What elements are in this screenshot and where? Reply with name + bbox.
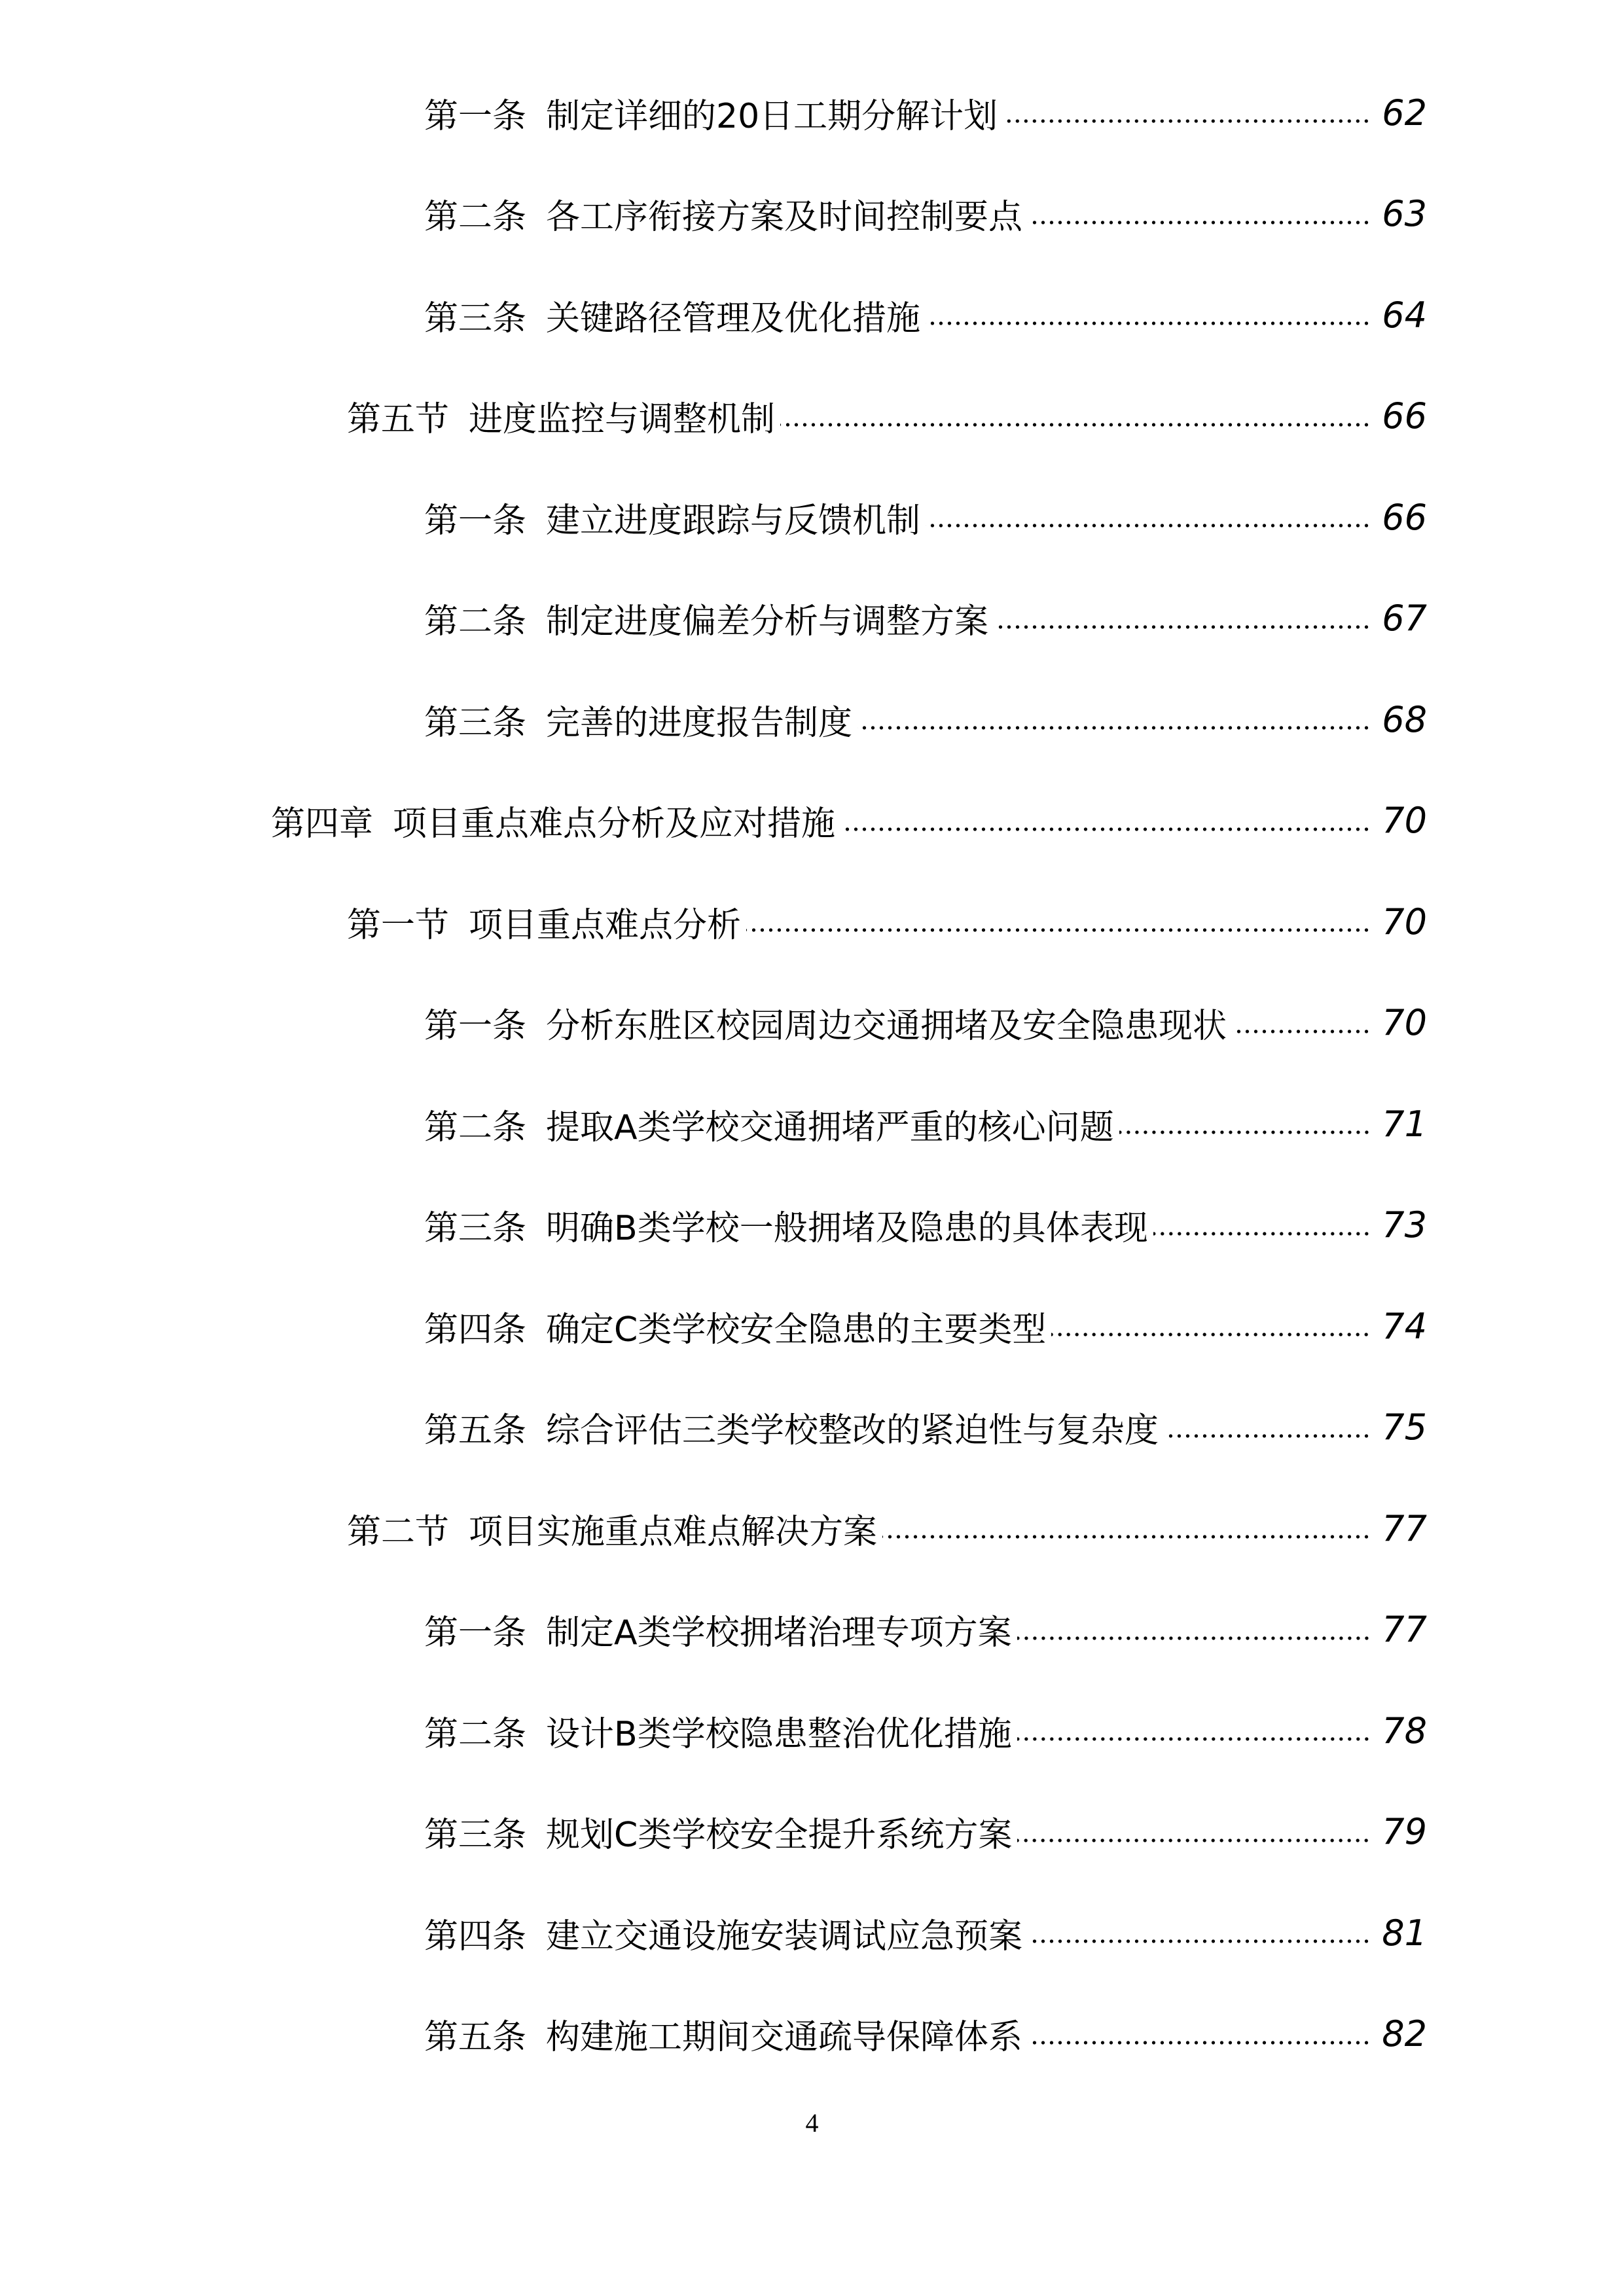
entry-number: 第五条 (424, 2018, 527, 2057)
toc-entry[interactable] (424, 1806, 1427, 1858)
entry-page: 70 (1382, 901, 1427, 942)
entry-number: 第二条 (424, 602, 527, 641)
toc-entry[interactable] (347, 390, 1427, 442)
toc-entry[interactable] (424, 1401, 1427, 1454)
entry-page: 77 (1382, 1507, 1427, 1549)
dot-leader (1164, 1433, 1371, 1439)
entry-page: 73 (1382, 1204, 1427, 1246)
toc-entry[interactable] (424, 289, 1427, 341)
toc-entry[interactable] (424, 1098, 1427, 1150)
entry-number: 第三条 (424, 1209, 527, 1248)
entry-number: 第四条 (424, 1310, 527, 1350)
toc-entry[interactable] (424, 188, 1427, 240)
entry-page: 70 (1382, 800, 1427, 841)
dot-leader (857, 725, 1371, 730)
entry-number: 第二条 (424, 198, 527, 237)
entry-page: 71 (1382, 1103, 1427, 1145)
dot-leader (1119, 1130, 1371, 1135)
entry-title: 提取A类学校交通拥堵严重的核心问题 (546, 1107, 1114, 1147)
entry-page: 74 (1382, 1305, 1427, 1347)
entry-number: 第四章 (271, 804, 374, 844)
entry-page: 67 (1382, 598, 1427, 639)
toc-entry[interactable] (271, 795, 1427, 847)
dot-leader (926, 321, 1371, 326)
dot-leader (1017, 1838, 1371, 1843)
entry-title: 确定C类学校安全隐患的主要类型 (546, 1310, 1047, 1350)
dot-leader (1028, 1939, 1371, 1944)
entry-title: 规划C类学校安全提升系统方案 (546, 1816, 1013, 1855)
entry-number: 第一节 (347, 905, 450, 945)
toc-entry[interactable] (424, 1300, 1427, 1352)
entry-page: 82 (1382, 2013, 1427, 2054)
entry-page: 78 (1382, 1710, 1427, 1751)
entry-number: 第三条 (424, 703, 527, 743)
entry-page: 68 (1382, 698, 1427, 740)
toc-entry[interactable] (424, 1704, 1427, 1757)
toc-entry[interactable] (424, 1604, 1427, 1656)
entry-page: 79 (1382, 1811, 1427, 1852)
entry-page: 70 (1382, 1002, 1427, 1043)
entry-title: 明确B类学校一般拥堵及隐患的具体表现 (546, 1209, 1148, 1248)
entry-number: 第二条 (424, 1714, 527, 1754)
dot-leader (1017, 1636, 1371, 1641)
entry-page: 62 (1382, 92, 1427, 134)
entry-number: 第二条 (424, 1107, 527, 1147)
entry-title: 设计B类学校隐患整治优化措施 (546, 1714, 1012, 1754)
entry-page: 66 (1382, 395, 1427, 437)
toc-entry[interactable] (424, 2008, 1427, 2060)
entry-title: 分析东胜区校园周边交通拥堵及安全隐患现状 (546, 1007, 1227, 1046)
entry-title: 构建施工期间交通疏导保障体系 (546, 2018, 1023, 2057)
entry-title: 项目实施重点难点解决方案 (469, 1512, 878, 1552)
dot-leader (840, 827, 1371, 832)
entry-number: 第二节 (347, 1512, 450, 1552)
toc-entry[interactable] (424, 491, 1427, 543)
dot-leader (1153, 1231, 1371, 1236)
entry-page: 64 (1382, 294, 1427, 336)
entry-number: 第一条 (424, 501, 527, 541)
toc-entry[interactable] (347, 895, 1427, 948)
dot-leader (1003, 118, 1371, 124)
entry-number: 第四条 (424, 1916, 527, 1956)
entry-page: 63 (1382, 193, 1427, 234)
dot-leader (882, 1534, 1371, 1539)
entry-page: 77 (1382, 1609, 1427, 1650)
toc-entry[interactable] (424, 693, 1427, 745)
entry-number: 第三条 (424, 1816, 527, 1855)
entry-title: 制定详细的20日工期分解计划 (546, 96, 998, 136)
toc-entry[interactable] (424, 1199, 1427, 1251)
entry-title: 各工序衔接方案及时间控制要点 (546, 198, 1023, 237)
entry-title: 综合评估三类学校整改的紧迫性与复杂度 (546, 1411, 1159, 1450)
toc-entry[interactable] (424, 592, 1427, 645)
toc-entry[interactable] (347, 1502, 1427, 1554)
dot-leader (1232, 1029, 1371, 1034)
entry-number: 第一条 (424, 1613, 527, 1653)
entry-title: 建立交通设施安装调试应急预案 (546, 1916, 1023, 1956)
entry-title: 制定进度偏差分析与调整方案 (546, 602, 989, 641)
entry-title: 项目重点难点分析 (469, 905, 742, 945)
toc-entry[interactable] (424, 1907, 1427, 1959)
entry-number: 第一条 (424, 96, 527, 136)
page-number: 4 (805, 2108, 819, 2138)
dot-leader (1051, 1332, 1371, 1337)
toc-entry[interactable] (424, 86, 1427, 139)
dot-leader (1017, 1736, 1371, 1742)
dot-leader (1028, 2040, 1371, 2045)
entry-title: 制定A类学校拥堵治理专项方案 (546, 1613, 1012, 1653)
entry-title: 进度监控与调整机制 (469, 400, 776, 439)
entry-page: 66 (1382, 496, 1427, 538)
dot-leader (1028, 220, 1371, 225)
toc-entry[interactable] (424, 997, 1427, 1049)
entry-number: 第五节 (347, 400, 450, 439)
entry-title: 关键路径管理及优化措施 (546, 298, 921, 338)
entry-title: 完善的进度报告制度 (546, 703, 853, 743)
entry-number: 第五条 (424, 1411, 527, 1450)
entry-title: 建立进度跟踪与反馈机制 (546, 501, 921, 541)
entry-number: 第一条 (424, 1007, 527, 1046)
dot-leader (926, 523, 1371, 528)
entry-page: 75 (1382, 1407, 1427, 1448)
dot-leader (746, 927, 1371, 933)
entry-page: 81 (1382, 1912, 1427, 1954)
entry-number: 第三条 (424, 298, 527, 338)
entry-title: 项目重点难点分析及应对措施 (393, 804, 836, 844)
dot-leader (994, 624, 1371, 630)
dot-leader (780, 422, 1371, 427)
